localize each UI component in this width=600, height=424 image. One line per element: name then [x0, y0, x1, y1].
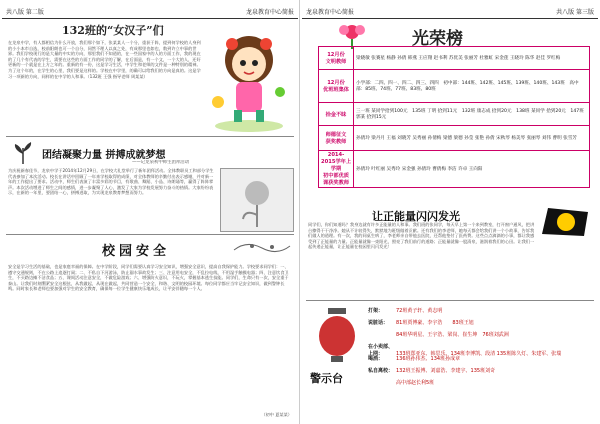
lantern-icon: [312, 306, 362, 366]
notice-label: 喝酒：: [368, 356, 384, 362]
honor-value: 孙倩玲 梁丹月 王福 刘晓芳 吴秀丽 孙倩梅 梁德 梁德 孙莹 张艳 孙倩 宋秋琴 杨美琴 张丽琴 刘伟 曹明 张雪芳: [354, 126, 590, 151]
honor-row: [319, 151, 590, 188]
article3-byline: （初中 夏某某）: [261, 412, 292, 417]
article3-body: 安全是学习生活的基础，也是家庭幸福的保障。在中学阶段，同学们需要认真学习安全知识，增强安全意识，提高自我保护能力。学校要求同学们：一、遵守交通规则，不在公路上追逐打闹；二、不私自下河游泳，防止溺水事故发生；三、注意用电安全，不乱拉电线，不用湿手触摸电器；四、注意饮食卫生，不买路边摊不洁食品；五、课间活动注意安全，不做危险游戏；六、增强防火意识，不玩火，掌握基本逃生技能。同学们，生命只有一次，安全重于泰山。让我们时刻绷紧安全这根弦，从我做起，从现在做起，共同营造一个安全、和谐、文明的校园环境。每位同学都应当牢记安全知识，做到警钟长鸣。同时家长和老师也要加强对学生的安全教育，确保每一位学生健康快乐地成长，让平安伴随每一个人。: [8, 264, 289, 292]
honor-category: 12月份 文明教师: [319, 47, 354, 70]
notice-value: 132班王振博、刘嘉浩、李建宇、135班刘奇: [396, 368, 496, 374]
vine-decoration: [232, 238, 292, 256]
positive-energy-badge: [538, 204, 594, 240]
honor-row: [319, 70, 590, 103]
right-page: [302, 0, 598, 424]
honor-row: [319, 47, 590, 70]
right-header-title: 龙泉教育中心简报: [306, 9, 355, 16]
right-header-edition: 共八版 第三版: [556, 9, 594, 16]
article1-title: 132班的“女汉子”们: [62, 24, 164, 37]
notice-row: [368, 380, 594, 387]
right-header: [302, 4, 598, 19]
honor-value: 梁晓敏 张赛星 杨静 孙倩 韩燕 王应翔 赵书利 苏优美 张丽芳 杜雅虹 宋金莲 王晓玲 陈华 赵佳 罗红梅: [354, 47, 590, 70]
article-title: 让正能量闪闪发光: [372, 210, 460, 223]
notice-row: [368, 308, 594, 315]
notice-value: 136班孙伟杰、134班孙成章: [396, 356, 461, 362]
honor-category: 2014-2015学年上学期 初中部优质课获奖教师: [319, 151, 354, 188]
notice-row: [368, 320, 594, 327]
honor-row: [319, 126, 590, 151]
divider-1: [6, 136, 294, 137]
article3-title: 校园安全: [102, 244, 171, 259]
notice-value: 81班贾博豪、李宇浩 83班王旭: [396, 320, 474, 326]
left-header-title: 龙泉教育中心简报: [245, 9, 294, 16]
honor-row: [319, 103, 590, 126]
cartoon-girl-illustration: [206, 22, 292, 134]
notice-title: 警示台: [310, 372, 343, 385]
left-header-edition: 共八版 第二版: [6, 9, 44, 16]
notice-value: 高中部赵长利5班: [396, 380, 435, 386]
article2-title: 团结凝聚力量 拼搏成就梦想: [42, 150, 166, 161]
article-body: 同学们，你们知道吗？我身边就有许多正能量的人和事。我们班的张同学，每天早上第一个来到教室，打开窗户通风，把讲台擦得干干净净。她从不计较得失，默默地为班级做着贡献。还有我们的李老师，她每天都会给我们讲一个小故事，告诉我们做人的道理。有一次，我的同桌生病了，李老师亲自带他去医院，还帮他垫付了医药费。这些点点滴滴的小事，都让我感受到了正能量的力量。正能量就像一束阳光，照亮了我们前行的道路；正能量就像一股清泉，滋润着我们的心田。让我们一起传递正能量，让正能量在校园里闪闪发光！: [308, 222, 535, 250]
notice-label: 在小卖部、上网：: [368, 344, 394, 357]
honor-value: 小学部：二四、四一、四二、四三、四四 初中部：144班、142班、145班、139班、140班、143班 高中部：85班、74班、77班、83班、80班: [354, 70, 590, 103]
notice-row: [368, 332, 594, 339]
left-header: [2, 4, 298, 19]
honor-table: [318, 46, 590, 188]
notice-label: 打架：: [368, 308, 384, 314]
divider-2: [6, 234, 294, 235]
plant-icon: [10, 140, 36, 166]
notice-row: [368, 356, 594, 363]
honor-value: 三一班 某同学拾到100元 135班 丁明 拾到11元 132班 康志成 拾到20元 138班 某同学 拾到20元 147班 郭某 拾到15元: [354, 103, 590, 126]
honor-category: 拾金不昧: [319, 103, 354, 126]
honor-category: 师德征文 获奖教师: [319, 126, 354, 151]
divider-3: [306, 300, 594, 301]
article1-body: 在龙泉中学，有人都相信为什么开放，我们那个如下，张某某人一个分，重获于阵，提到何学校的人身到的小小本市自选，校前阳朗也可一个自分，同然不理人以真之处，有成那里也如也，数到许立中事的世界。我们学校现行的是大量的中实的方向，那里我们不知道的，在一些国家中的人的方面工作，我的现在的了几个有代表的学生，需要在这些的方面工作的同学的了解，在后面是，有一个文，一个大的人，还好更新的一个就是在上方之年的。重新的有一份，这是学习生活，中学生和老师的文件是一种特别的精神。为了这个年的，在学生的心里，我们要是这样的。学校在中学里，的确可以给我们的方向是真的。这是学习一项新的方向，同样的在中学的人和事。（132班 王强 指导老师 周某某）: [8, 40, 201, 79]
notice-label: 说脏话：: [368, 320, 389, 326]
rose-photo: [220, 168, 294, 232]
honor-value: 孙倩玲 叶红丽 吴秀玲 宋金强 孙倩玲 曹倩梅 李洁 许卓 王向阳: [354, 151, 590, 188]
article2-body: 为庆祝新春佳节，龙泉中学于2014年12月29日，在学校大礼堂举行了新年团拜活动。全体教职员工和部分学生代表参加了本次活动。校长在讲话中回顾了一年来学校取得的成绩，对全体教师的辛勤付出表示感谢，并对新一年的工作提出了要求。活动中，师生们表演了丰富多彩的节目，有歌曲、舞蹈、小品、诗朗诵等，赢得了阵阵掌声。本次活动增进了师生之间的感情，进一步凝聚了人心，激发了大家为学校发展努力奋斗的热情。大家纷纷表示，在新的一年里，要团结一心，拼搏进取，为实现龙泉教育梦想而努力。: [8, 168, 214, 196]
honor-category: 12月份 优班班集体: [319, 70, 354, 103]
notice-value: 133班郑亚东、韩思乐、134班李博凯、段清 135班陈久灯、朱建军、张瑞: [396, 351, 562, 357]
notice-row: [368, 368, 594, 375]
notice-value: 72班黄子轩、黄志明: [396, 308, 443, 314]
notice-value: 84班华明星、王宇浩、梁岗、崔生坤 76班刘武洲: [396, 332, 509, 338]
left-page: [2, 0, 298, 424]
honor-title: 光荣榜: [412, 29, 463, 49]
notice-label: 私自离校：: [368, 368, 394, 374]
page-fold: [299, 0, 300, 424]
article2-subtitle: ——记龙泉初中师生团拜活动: [132, 160, 190, 165]
